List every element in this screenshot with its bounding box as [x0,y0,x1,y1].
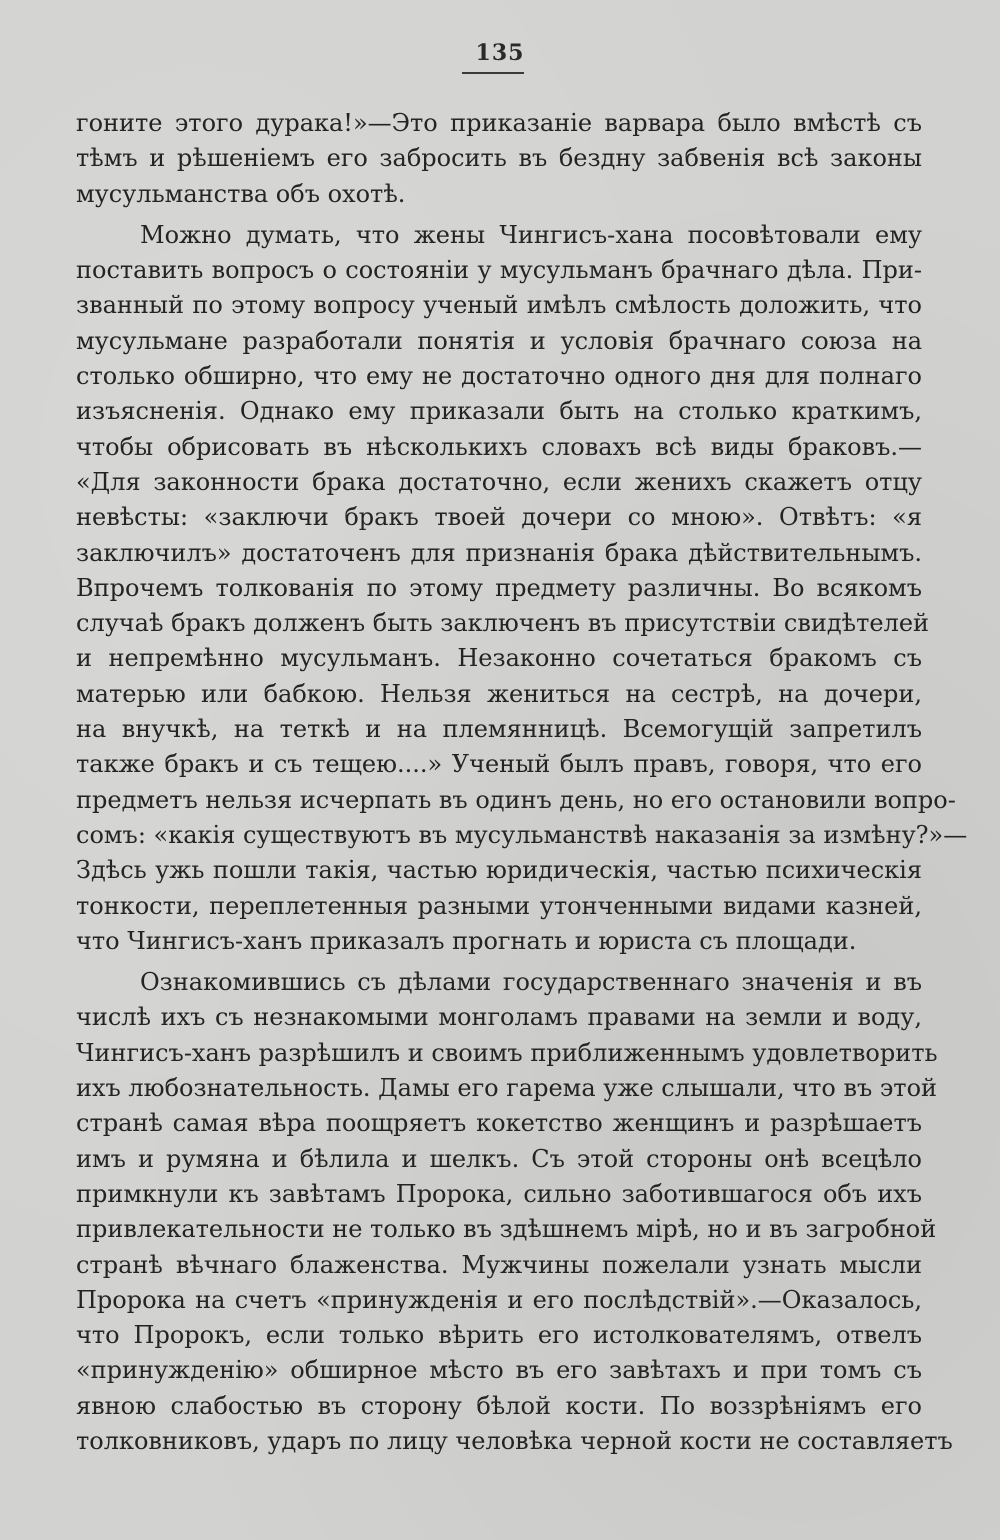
text-line: «Для законности брака достаточно, если женихъ скажетъ отцу [76,467,922,496]
text-line: что Пророкъ, если только вѣрить его истолкователямъ, отвелъ [76,1321,922,1350]
page-number: 135 [475,40,525,66]
text-line: «принужденію» обширное мѣсто въ его завѣтахъ и при томъ съ [76,1356,922,1385]
text-line: что Чингисъ-ханъ приказалъ прогнать и юриста съ площади. [76,926,857,955]
text-line: изъясненія. Однако ему приказали быть на столько краткимъ, [76,397,922,426]
text-line: Пророка на счетъ «принужденія и его послѣдствій».—Оказалось, [76,1285,922,1314]
paragraph [76,218,968,959]
paragraph [76,965,953,1459]
text-line: тѣмъ и рѣшеніемъ его забросить въ бездну забвенія всѣ законы [76,144,922,173]
page-number-underline [462,72,524,74]
text-line: заключилъ» достаточенъ для признанія брака дѣйствительнымъ. [76,538,922,567]
text-line: странѣ самая вѣра поощряетъ кокетство женщинъ и разрѣшаетъ [76,1109,922,1138]
text-line: и непремѣнно мусульманъ. Незаконно сочетаться бракомъ съ [76,644,922,673]
text-line: мусульманства объ охотѣ. [76,179,406,208]
text-line: ихъ любознательность. Дамы его гарема уже слышали, что въ этой [76,1074,938,1103]
text-line: чтобы обрисовать въ нѣсколькихъ словахъ всѣ виды браковъ.— [76,432,922,461]
text-line: примкнули къ завѣтамъ Пророка, сильно заботившагося объ ихъ [76,1179,922,1208]
text-line: имъ и румяна и бѣлила и шелкъ. Съ этой стороны онѣ всецѣло [76,1144,922,1173]
text-line: мусульмане разработали понятія и условія брачнаго союза на [76,326,922,355]
text-line: странѣ вѣчнаго блаженства. Мужчины пожелали узнать мысли [76,1250,922,1279]
text-line: Здѣсь ужь пошли такія, частью юридическія, частью психическія [76,856,922,885]
paragraph [76,106,922,212]
text-line: поставить вопросъ о состояніи у мусульманъ брачнаго дѣла. При- [76,256,922,285]
text-line: Чингисъ-ханъ разрѣшилъ и своимъ приближеннымъ удовлетворить [76,1038,938,1067]
text-line: привлекательности не только въ здѣшнемъ мірѣ, но и въ загробной [76,1215,937,1244]
text-line: званный по этому вопросу ученый имѣлъ смѣлость доложить, что [76,291,922,320]
text-line: предметъ нельзя исчерпать въ одинъ день, но его остановили вопро- [76,785,956,814]
text-line: Впрочемъ толкованія по этому предмету различны. Во всякомъ [76,573,922,602]
text-line: толковниковъ, ударъ по лицу человѣка черной кости не составляетъ [76,1426,953,1455]
page-header [0,40,1000,70]
text-line: столько обширно, что ему не достаточно одного дня для полнаго [76,362,922,391]
text-line: тонкости, переплетенныя разными утонченными видами казней, [76,891,922,920]
text-line: гоните этого дурака!»—Это приказаніе варвара было вмѣстѣ съ [76,109,922,137]
text-line: числѣ ихъ съ незнакомыми монголамъ правами на земли и воду, [76,1003,922,1032]
text-line: также бракъ и съ тещею....» Ученый былъ правъ, говоря, что его [76,750,922,779]
text-line: на внучкѣ, на теткѣ и на племянницѣ. Всемогущій запретилъ [76,715,922,744]
text-line: Можно думать, что жены Чингисъ-хана посовѣтовали ему [140,220,922,249]
text-line: невѣсты: «заключи бракъ твоей дочери со мною». Отвѣтъ: «я [76,503,922,532]
body-text [76,106,968,1459]
text-line: матерью или бабкою. Нельзя жениться на сестрѣ, на дочери, [76,679,922,708]
text-line: сомъ: «какія существуютъ въ мусульманствѣ наказанія за измѣну?»— [76,820,968,849]
text-line: Ознакомившись съ дѣлами государственнаго значенія и въ [140,968,922,997]
text-line: явною слабостью въ сторону бѣлой кости. По воззрѣніямъ его [76,1391,922,1420]
text-line: случаѣ бракъ долженъ быть заключенъ въ присутствіи свидѣтелей [76,609,930,638]
